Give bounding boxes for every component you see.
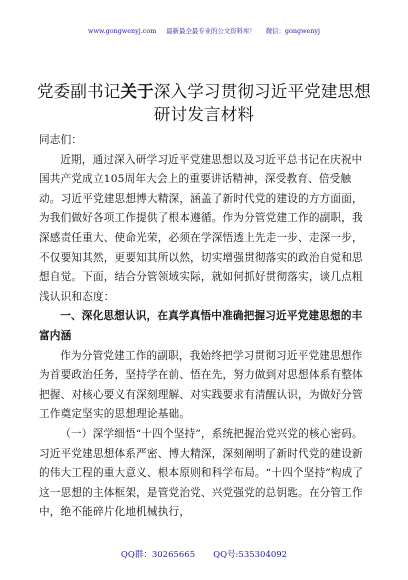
paragraph-intro: 近期，通过深入研学习近平党建思想以及习近平总书记在庆祝中国共产党成立105周年大会上的重要讲话精神，深受教育、倍受触动。习近平党建思想博大精深，涵盖了新时代党的建设的方方面面，为我们做好各项工作提供了根本遵循。作为分管党建工作的副职，我深感责任重大、使命光荣，必须在学深悟透上先走一步、走深一步，不仅要知其然，更要知其所以然，切实增强贯彻落实的政治自觉和思想自觉。下面，结合分管领域实际，就如何抓好贯彻落实，谈几点粗浅认识和态度：: [39, 153, 363, 303]
document-body: [39, 131, 369, 523]
page-header: [0, 26, 408, 35]
page-footer: [0, 548, 408, 560]
title-suffix: 深入学习贯彻习近平党建思想研讨发言材料: [153, 82, 371, 124]
header-site-link[interactable]: www.gongwenyj.com: [87, 27, 157, 35]
document-title: [36, 80, 372, 126]
salutation: 同志们：: [39, 134, 83, 146]
footer-qq-group: QQ群：30265665: [120, 550, 196, 560]
footer-qq-number: QQ号:535304092: [213, 550, 288, 560]
paragraph-subsection-1: （一）深学细悟“十四个坚持”，系统把握治党兴党的核心密码。习近平党建思想体系严密、博大精深，深刻阐明了新时代党的建设新的伟大工程的重大意义、根本原则和科学布局。“十四个坚持”构成了这一思想的主体框架，是管党治党、兴党强党的总钥匙。在分管工作中，绝不能碎片化地机械执行，: [39, 427, 364, 519]
header-wechat: 微信：gongwenyj: [265, 27, 321, 35]
title-prefix: 党委副书记: [36, 82, 121, 101]
header-slogan: 最新最全最专业的公文资料库！: [166, 27, 256, 35]
paragraph-section-1: 作为分管党建工作的副职，我始终把学习贯彻习近平党建思想作为首要政治任务，坚持学在前、悟在先，努力做到对思想体系有整体把握、对核心要义有深刻理解、对实践要求有清醒认识，为做好分管工作奠定坚实的思想理论基础。: [39, 349, 363, 421]
title-bold-word: 关于: [120, 82, 154, 101]
section-heading-1: 一、深化思想认识，在真学真悟中准确把握习近平党建思想的丰富内涵: [39, 310, 363, 342]
